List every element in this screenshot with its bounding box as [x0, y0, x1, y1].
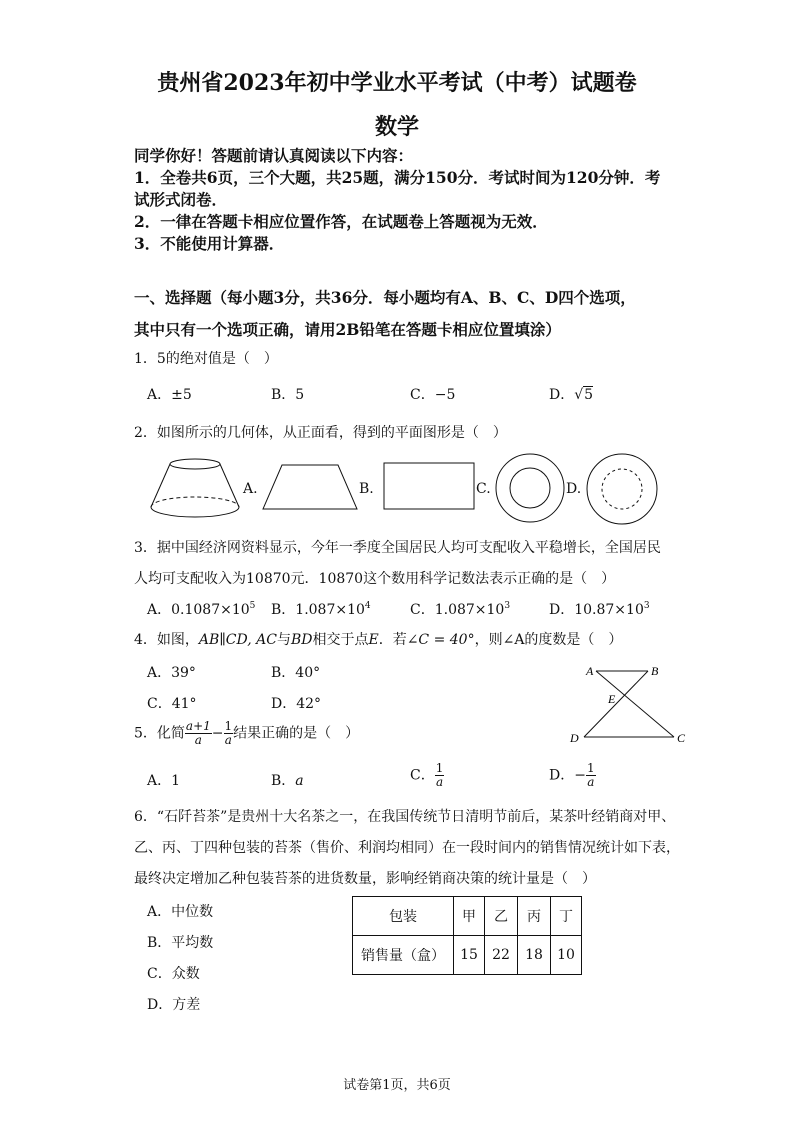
sqrt-sign: √ — [574, 387, 584, 403]
section-heading-line-2: 其中只有一个选项正确，请用2B铅笔在答题卡相应位置填涂） — [134, 320, 561, 339]
table-cell: 销售量（盒） — [353, 936, 454, 975]
q2-stem: 2．如图所示的几何体，从正面看，得到的平面图形是（ ） — [134, 425, 507, 441]
segment-bd — [584, 671, 648, 737]
label-point-b: B — [651, 664, 659, 678]
table-header-row — [353, 897, 582, 936]
q2-label-a: A. — [243, 481, 258, 497]
q5-stem: 5．化简 $\frac{a+1}{a}$ − $\frac{1}{a}$ 结果正确的是（ ） — [134, 719, 360, 747]
q2-option-b-rectangle — [383, 462, 475, 510]
q5-option-d: D．− $\frac{1}{a}$ — [549, 761, 595, 789]
q2-label-d: D. — [566, 481, 582, 497]
notice-line-1b: 试形式闭卷． — [134, 190, 228, 209]
q2-option-c-concentric-circles — [494, 452, 566, 524]
label-point-c: C — [677, 731, 686, 745]
q5-option-c: C． $\frac{1}{a}$ — [410, 761, 444, 789]
q1-option-a: A．±5 — [147, 387, 192, 403]
q6-stem-line-1: 6．“石阡苔茶”是贵州十大名茶之一，在我国传统节日清明节前后，某茶叶经销商对甲、 — [134, 809, 676, 825]
q1-stem: 1．5的绝对值是（ ） — [134, 351, 278, 367]
q5-fraction-2: $\frac{1}{a}$ — [224, 719, 233, 747]
section-heading-line-1: 一、选择题（每小题3分，共36分．每小题均有A、B、C、D四个选项， — [134, 288, 636, 307]
table-header-cell: 丙 — [518, 897, 551, 936]
q1-option-d-prefix: D． — [549, 387, 575, 403]
q1-option-c: C．−5 — [410, 387, 456, 403]
notice-line-1a: 1．全卷共6页，三个大题，共25题，满分150分．考试时间为120分钟．考 — [134, 168, 661, 187]
notice-line-2: 2．一律在答题卡相应位置作答，在试题卷上答题视为无效． — [134, 212, 548, 231]
notice-line-3: 3．不能使用计算器． — [134, 234, 285, 253]
q2-label-b: B. — [359, 481, 374, 497]
q3-option-b: B．$1.087\times 10^4$ — [271, 601, 371, 618]
q6-option-a: A．中位数 — [147, 904, 214, 920]
q5-option-b: B．a — [271, 773, 304, 789]
table-cell: 22 — [485, 936, 518, 975]
exam-title: 贵州省2023年初中学业水平考试（中考）试题卷 — [157, 70, 637, 96]
q2-frustum-figure — [150, 456, 240, 522]
notice-greeting: 同学你好！答题前请认真阅读以下内容： — [134, 146, 414, 165]
q2-label-c: C. — [476, 481, 491, 497]
q5-option-a: A．1 — [147, 773, 181, 789]
q6-sales-table — [352, 896, 582, 975]
q4-option-d: D．42° — [271, 696, 322, 712]
q4-option-c: C．41° — [147, 696, 197, 712]
table-header-cell: 包装 — [353, 897, 454, 936]
q6-stem-line-2: 乙、丙、丁四种包装的苔茶（售价、利润均相同）在一段时间内的销售情况统计如下表， — [134, 840, 680, 856]
subject-title: 数学 — [374, 114, 419, 140]
q1-option-d-radicand: 5 — [584, 387, 594, 403]
frustum-left-edge — [151, 464, 170, 507]
frustum-bottom-back-dashed — [151, 497, 239, 507]
q4-option-b: B．40° — [271, 665, 321, 681]
q4-stem: 4．如图，AB∥CD, AC与BD相交于点E．若∠C = 40°，则∠A的度数是（ ） — [134, 632, 623, 648]
label-point-e: E — [608, 692, 616, 706]
table-cell: 10 — [551, 936, 582, 975]
page-footer: 试卷第1页，共6页 — [343, 1078, 451, 1093]
q6-option-d: D．方差 — [147, 997, 201, 1013]
q1-option-b: B．5 — [271, 387, 305, 403]
q1-option-d — [549, 384, 593, 404]
q3-stem-line-2: 人均可支配收入为10870元．10870这个数用科学记数法表示正确的是（ ） — [134, 571, 616, 587]
q2-option-d-dashed-circles — [585, 452, 659, 526]
frustum-bottom-front — [151, 507, 239, 517]
table-header-cell: 丁 — [551, 897, 582, 936]
label-point-a: A — [586, 664, 594, 678]
q6-stem-line-3: 最终决定增加乙种包装苔茶的进货数量，影响经销商决策的统计量是（ ） — [134, 871, 596, 887]
table-cell: 18 — [518, 936, 551, 975]
q3-stem-line-1: 3．据中国经济网资料显示，今年一季度全国居民人均可支配收入平稳增长，全国居民 — [134, 540, 661, 556]
q3-option-a: A．$0.1087\times 10^5$ — [147, 601, 256, 618]
frustum-top-ellipse — [170, 459, 220, 469]
q4-option-a: A．39° — [147, 665, 196, 681]
table-header-cell: 乙 — [485, 897, 518, 936]
label-point-d: D — [570, 731, 579, 745]
q5-fraction-1: $\frac{a+1}{a}$ — [185, 719, 211, 747]
table-cell: 15 — [454, 936, 485, 975]
q3-option-d: D．$10.87\times 10^3$ — [549, 601, 650, 618]
table-row — [353, 936, 582, 975]
q2-option-a-trapezoid — [262, 464, 358, 510]
q3-option-c: C．$1.087\times 10^3$ — [410, 601, 511, 618]
table-header-cell: 甲 — [454, 897, 485, 936]
q4-geometry-figure — [570, 660, 690, 750]
frustum-right-edge — [220, 464, 239, 507]
q6-option-b: B．平均数 — [147, 935, 214, 951]
q6-option-c: C．众数 — [147, 966, 200, 982]
